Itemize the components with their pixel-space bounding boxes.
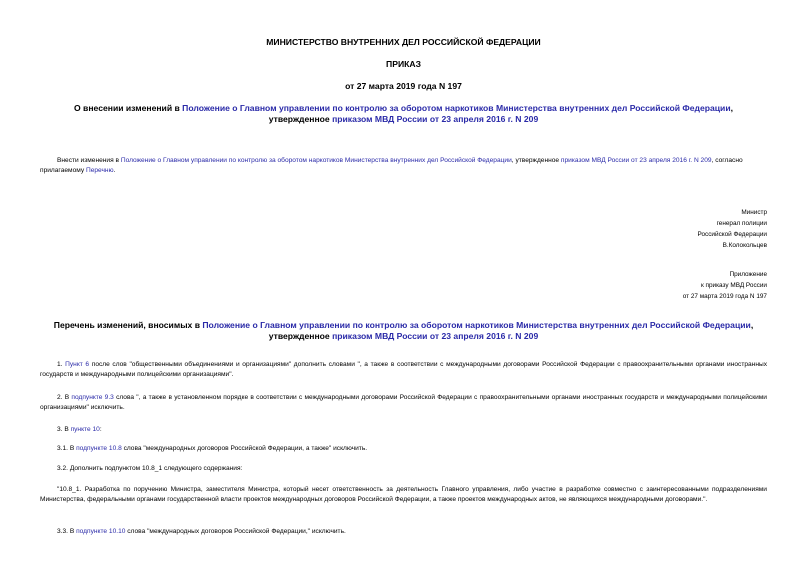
order-link[interactable]: приказом МВД России от 23 апреля 2016 г. N 209 [332, 114, 539, 124]
order-link[interactable]: приказом МВД России от 23 апреля 2016 г. N 209 [560, 157, 712, 164]
clause-link[interactable]: подпункте 10.10 [76, 528, 126, 535]
list-title-text: утвержденное [268, 331, 333, 341]
item-text: слова "международных договоров Российской Федерации, а также" исключить. [121, 445, 368, 452]
item-text: 3. В [57, 426, 71, 433]
appendix-block [683, 269, 767, 302]
title-text: О внесении изменений в [73, 103, 183, 113]
item-text: 3.1. В [57, 445, 77, 452]
title-line-1 [0, 103, 807, 114]
list-title-line-1 [0, 320, 807, 331]
preamble-text: . [113, 167, 116, 174]
signature-line: Российской Федерации [697, 231, 767, 238]
document-type: ПРИКАЗ [386, 59, 421, 69]
change-item-3-2: 3.2. Дополнить подпунктом 10.8_1 следующего содержания: [57, 465, 243, 472]
change-item-1 [40, 360, 767, 380]
clause-link[interactable]: Пункт 6 [65, 361, 90, 368]
list-title [0, 320, 807, 342]
list-title-text: , [750, 320, 754, 330]
preamble-paragraph [40, 156, 767, 176]
preamble-text: Внести изменения в [57, 157, 121, 164]
change-item-3-3 [40, 527, 767, 537]
item-text: 1. [57, 361, 66, 368]
change-item-2 [40, 393, 767, 413]
appendix-line: от 27 марта 2019 года N 197 [682, 293, 767, 300]
ministry-heading: МИНИСТЕРСТВО ВНУТРЕННИХ ДЕЛ РОССИЙСКОЙ ФЕДЕРАЦИИ [266, 37, 541, 47]
list-link[interactable]: Перечню [85, 167, 114, 174]
clause-link[interactable]: пункте 10 [70, 426, 100, 433]
title-text: , [730, 103, 733, 113]
new-subclause-10-8-1: "10.8_1. Разработка по поручению Министра, заместителя Министра, который несет ответственность за деятельность Главного управления, либо участие в разработке совместно с заинтересованными подразделениями Министерства, федеральными органами государственной власти проектов международных договоров Российской Федерации, а также проектов международных актов, не являющихся международными договорами.". [40, 486, 767, 503]
item-text: : [99, 426, 102, 433]
item-text: после слов "общественными объединениями и организациями" дополнить словами ", а также в соответствии с международными договорами Российской Федерации с правоохранительными органами иностранных государств и международными полицейскими организациями". [40, 361, 768, 378]
appendix-line: Приложение [729, 271, 767, 278]
document-date-number: от 27 марта 2019 года N 197 [345, 81, 462, 91]
document-title [0, 103, 807, 125]
appendix-line: к приказу МВД России [700, 282, 767, 289]
signature-line: генерал полиции [716, 220, 767, 227]
signature-line: Министр [741, 209, 767, 216]
preamble-text: , утвержденное [511, 157, 561, 164]
title-line-2 [0, 114, 807, 125]
item-text: слова ", а также в установленном порядке в соответствии с международными договорами Российской Федерации с правоохранительными органами иностранных государств и международными полицейскими организациями" исключить. [40, 394, 767, 411]
regulation-link[interactable]: Положение о Главном управлении по контролю за оборотом наркотиков Министерства внутренних дел Российской Федерации [202, 320, 751, 330]
change-item-3 [40, 425, 767, 435]
regulation-link[interactable]: Положение о Главном управлении по контролю за оборотом наркотиков Министерства внутренних дел Российской Федерации [182, 103, 731, 113]
clause-link[interactable]: подпункте 9.3 [71, 394, 114, 401]
preamble-text: , согласно прилагаемому [40, 157, 743, 174]
item-text: слова "международных договоров Российской Федерации," исключить. [125, 528, 346, 535]
title-text: утвержденное [268, 114, 333, 124]
regulation-link[interactable]: Положение о Главном управлении по контролю за оборотом наркотиков Министерства внутренних дел Российской Федерации [120, 157, 512, 164]
item-text: 2. В [57, 394, 72, 401]
order-link[interactable]: приказом МВД России от 23 апреля 2016 г. N 209 [332, 331, 539, 341]
list-title-text: Перечень изменений, вносимых в [53, 320, 203, 330]
list-title-line-2 [0, 331, 807, 342]
signature-block [698, 207, 768, 251]
clause-link[interactable]: подпункте 10.8 [76, 445, 122, 452]
item-text: 3.3. В [57, 528, 77, 535]
signature-name: В.Колокольцев [722, 242, 767, 249]
change-item-3-1 [40, 444, 767, 454]
